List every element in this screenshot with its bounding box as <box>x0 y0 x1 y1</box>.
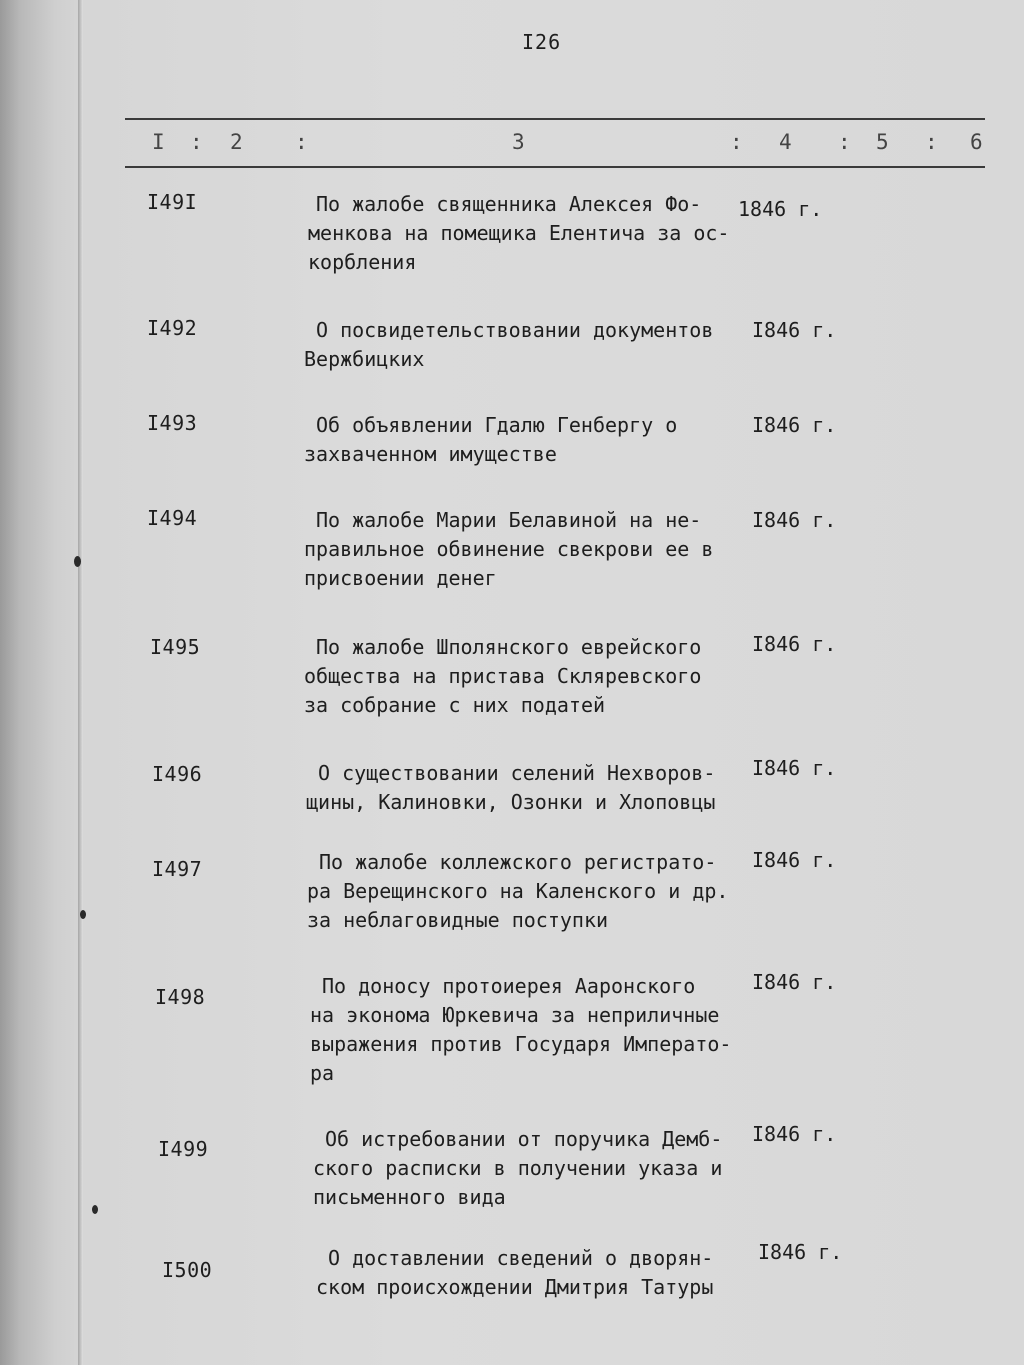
entry-description-line: О существовании селений Нехворов- <box>318 761 716 785</box>
entry-description <box>304 411 756 469</box>
entry-description <box>304 316 756 374</box>
column-header-3: 3 <box>512 130 525 154</box>
entry-year: I846 г. <box>752 508 837 532</box>
entry-description-line: правильное обвинение свекрови ее в <box>304 537 714 561</box>
entry-year: I846 г. <box>758 1240 843 1264</box>
entry-description-line: ра <box>310 1061 335 1085</box>
entry-description-line: О доставлении сведений о дворян- <box>328 1246 714 1270</box>
entry-year: I846 г. <box>752 413 837 437</box>
entry-description-line: Об истребовании от поручика Демб- <box>325 1127 723 1151</box>
entry-description-line: По жалобе коллежского регистрато- <box>319 850 717 874</box>
entry-number: I496 <box>152 762 203 786</box>
entry-description-line: Вержбицких <box>304 347 425 371</box>
entry-description <box>304 506 756 593</box>
entry-year: I846 г. <box>752 1122 837 1146</box>
column-header-1: I <box>152 130 165 154</box>
column-header-6: 6 <box>970 130 983 154</box>
entry-description-line: на эконома Юркевича за неприличные <box>310 1003 720 1027</box>
entry-description-line: О посвидетельствовании документов <box>316 318 714 342</box>
column-header-separator: : <box>190 130 203 154</box>
entry-description <box>316 1244 768 1302</box>
entry-description-line: щины, Калиновки, Озонки и Хлоповцы <box>306 790 716 814</box>
entry-description <box>310 972 762 1088</box>
entry-number: I499 <box>158 1137 209 1161</box>
entry-description-line: менкова на помещика Елентича за ос- <box>308 221 730 245</box>
entry-description-line: По жалобе Шполянского еврейского <box>316 635 702 659</box>
entry-number: I498 <box>155 985 206 1009</box>
entry-number: I500 <box>162 1258 213 1282</box>
entry-description-line: письменного вида <box>313 1185 506 1209</box>
entry-description <box>308 190 756 277</box>
entry-year: I846 г. <box>752 848 837 872</box>
column-header-separator: : <box>295 130 308 154</box>
entry-number: I494 <box>147 506 198 530</box>
entry-description-line: присвоении денег <box>304 566 497 590</box>
entry-description <box>304 633 756 720</box>
column-header-separator: : <box>838 130 851 154</box>
column-header-4: 4 <box>779 130 792 154</box>
entry-description-line: Об объявлении Гдалю Генбергу о <box>316 413 678 437</box>
column-header-separator: : <box>925 130 938 154</box>
entry-description-line: ра Верещинского на Каленского и др. <box>307 879 729 903</box>
entry-year: I846 г. <box>752 970 837 994</box>
entry-year: I846 г. <box>752 756 837 780</box>
entry-number: I492 <box>147 316 198 340</box>
column-header-5: 5 <box>876 130 889 154</box>
entry-description-line: за собрание с них податей <box>304 693 606 717</box>
binding-shadow <box>78 0 83 1365</box>
entry-number: I493 <box>147 411 198 435</box>
binding-hole-mark <box>74 556 81 567</box>
binding-hole-mark <box>80 910 86 919</box>
entry-description <box>307 848 759 935</box>
page-number: I26 <box>522 30 562 54</box>
entry-description-line: ском происхождении Дмитрия Татуры <box>316 1275 714 1299</box>
entry-year: I846 г. <box>752 632 837 656</box>
entry-number: I495 <box>150 635 201 659</box>
binding-hole-mark <box>92 1205 98 1214</box>
entry-description-line: общества на пристава Скляревского <box>304 664 702 688</box>
entry-description-line: выражения против Государя Императо- <box>310 1032 732 1056</box>
column-header-2: 2 <box>230 130 243 154</box>
entry-year: 1846 г. <box>738 197 823 221</box>
column-header-separator: : <box>730 130 743 154</box>
entry-number: I49I <box>147 190 198 214</box>
entry-description-line: По жалобе Марии Белавиной на не- <box>316 508 702 532</box>
entry-year: I846 г. <box>752 318 837 342</box>
entry-description-line: По жалобе священника Алексея Фо- <box>316 192 702 216</box>
entry-number: I497 <box>152 857 203 881</box>
entry-description <box>306 759 758 817</box>
entry-description <box>313 1125 765 1212</box>
entry-description-line: По доносу протоиерея Ааронского <box>322 974 696 998</box>
header-bottom-rule <box>125 166 985 168</box>
entry-description-line: захваченном имуществе <box>304 442 557 466</box>
entry-description-line: ского расписки в получении указа и <box>313 1156 723 1180</box>
entry-description-line: корбления <box>308 250 417 274</box>
header-top-rule <box>125 118 985 120</box>
entry-description-line: за неблаговидные поступки <box>307 908 609 932</box>
